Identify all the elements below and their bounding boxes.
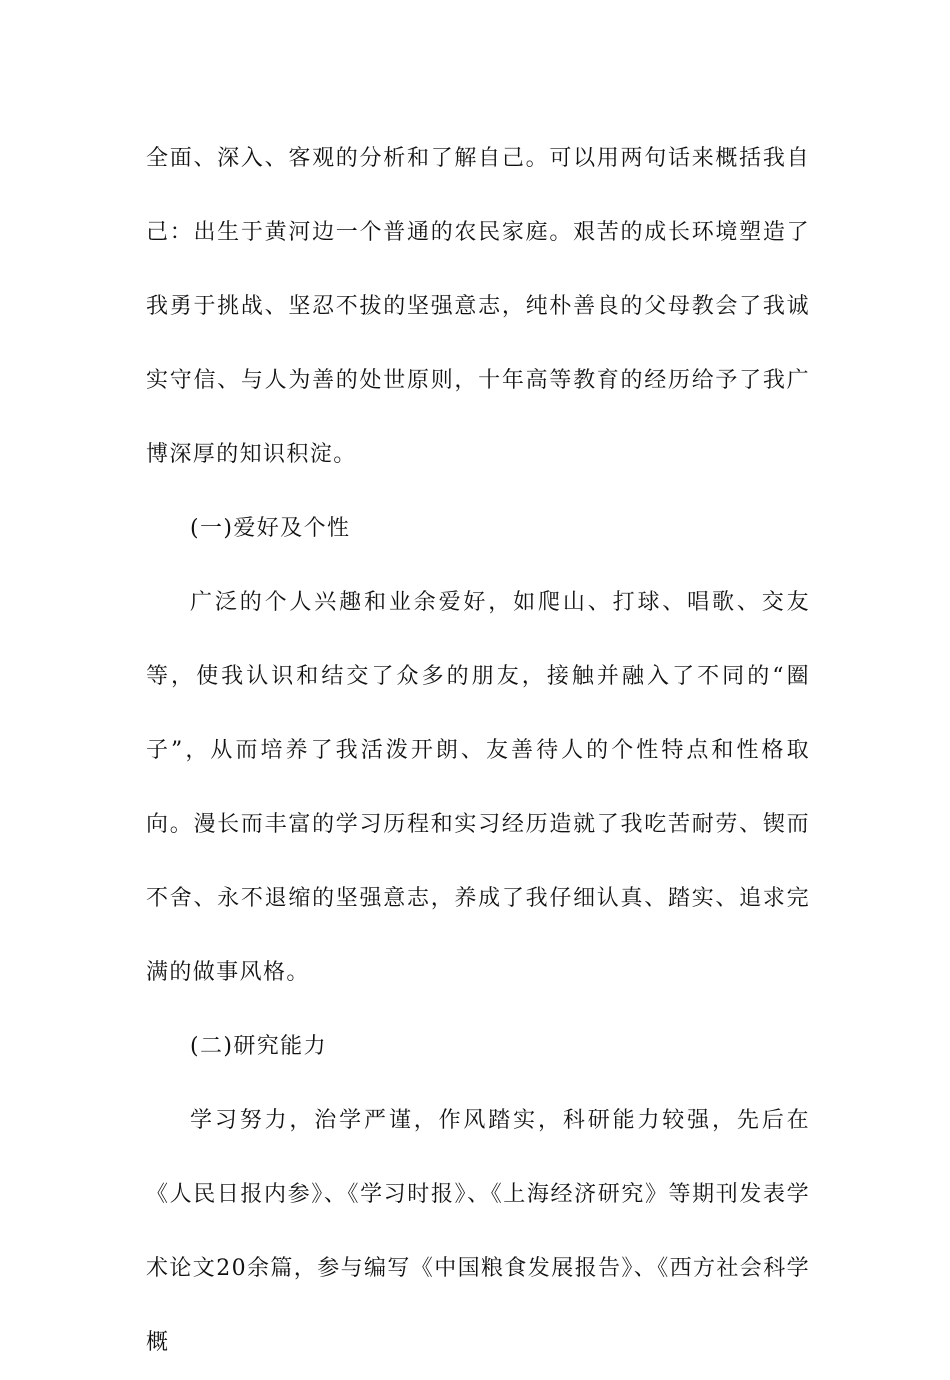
paragraph-intro: 全面、深入、客观的分析和了解自己。可以用两句话来概括我自己：出生于黄河边一个普通的农民家庭。艰苦的成长环境塑造了我勇于挑战、坚忍不拔的坚强意志，纯朴善良的父母教会了我诚实守信、与人为善的处世原则，十年高等教育的经历给予了我广博深厚的知识积淀。 xyxy=(146,146,810,467)
document-body xyxy=(146,122,810,1380)
paragraph-research: 学习努力，治学严谨，作风踏实，科研能力较强，先后在《人民日报内参》、《学习时报》、《上海经济研究》等期刊发表学术论文20余篇，参与编写《中国粮食发展报告》、《西方社会科学概 xyxy=(146,1108,810,1355)
paragraph-hobbies: 广泛的个人兴趣和业余爱好，如爬山、打球、唱歌、交友等，使我认识和结交了众多的朋友，接触并融入了不同的“圈子”，从而培养了我活泼开朗、友善待人的个性特点和性格取向。漫长而丰富的学习历程和实习经历造就了我吃苦耐劳、锲而不舍、永不退缩的坚强意志，养成了我仔细认真、踏实、追求完满的做事风格。 xyxy=(146,590,810,985)
section-heading-hobbies: (一)爱好及个性 xyxy=(190,516,351,541)
section-heading-research: (二)研究能力 xyxy=(190,1034,327,1059)
